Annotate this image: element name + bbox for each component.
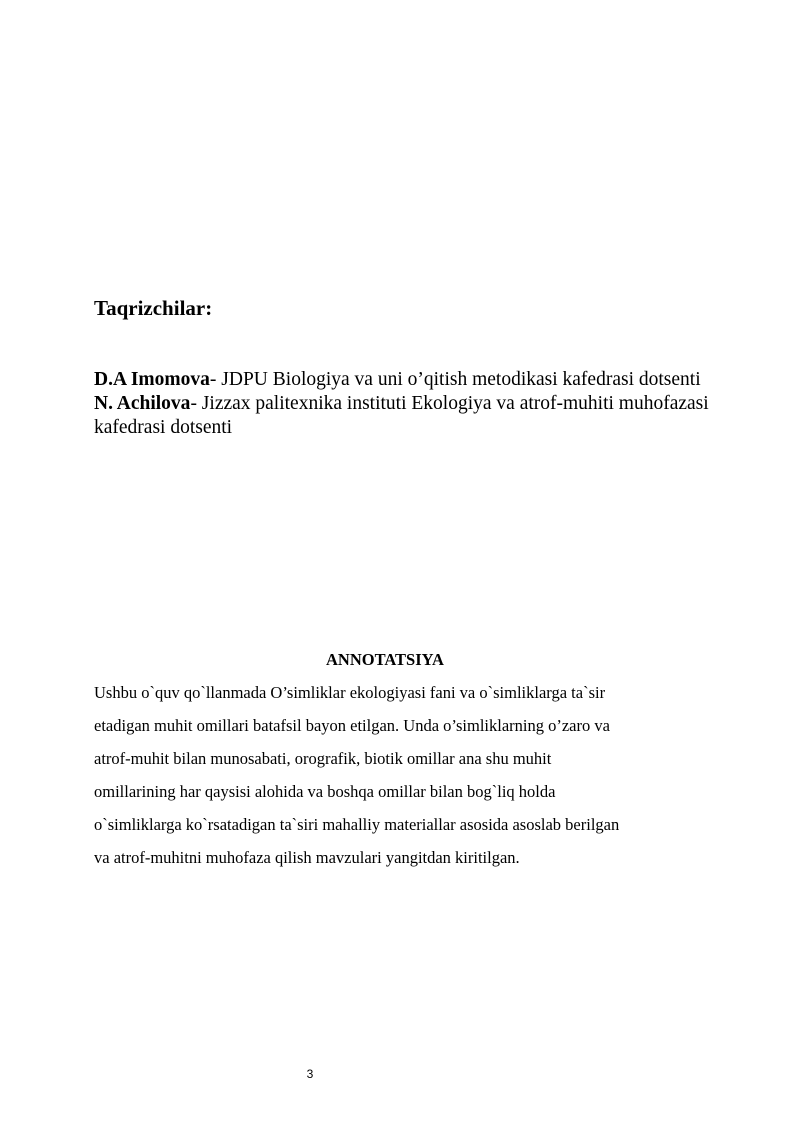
- reviewers-heading: Taqrizchilar:: [94, 296, 213, 320]
- reviewer-entry: [94, 392, 724, 440]
- annotation-line: o`simliklarga ko`rsatadigan ta`siri mahalliy materiallar asosida asoslab berilgan: [94, 815, 620, 834]
- reviewer-name: N. Achilova: [94, 393, 191, 414]
- page-number: 3: [306, 1067, 314, 1081]
- reviewer-description: - Jizzax palitexnika instituti Ekologiya va atrof-muhiti muhofazasi kafedrasi dotsenti: [94, 393, 709, 438]
- annotation-body: [94, 676, 714, 874]
- reviewers-list: [94, 368, 724, 440]
- reviewer-description: - JDPU Biologiya va uni o’qitish metodikasi kafedrasi dotsenti: [209, 369, 701, 390]
- annotation-title: ANNOTATSIYA: [326, 650, 444, 669]
- annotation-line: Ushbu o`quv qo`llanmada O’simliklar ekologiyasi fani va o`simliklarga ta`sir: [94, 683, 606, 702]
- annotation-line: atrof-muhit bilan munosabati, orografik, biotik omillar ana shu muhit: [94, 749, 552, 768]
- annotation-line: omillarining har qaysisi alohida va boshqa omillar bilan bog`liq holda: [94, 782, 556, 801]
- reviewer-name: D.A Imomova: [94, 369, 210, 390]
- reviewer-entry: [94, 368, 724, 392]
- annotation-line: etadigan muhit omillari batafsil bayon etilgan. Unda o’simliklarning o’zaro va: [94, 716, 610, 735]
- annotation-line: va atrof-muhitni muhofaza qilish mavzulari yangitdan kiritilgan.: [94, 848, 520, 867]
